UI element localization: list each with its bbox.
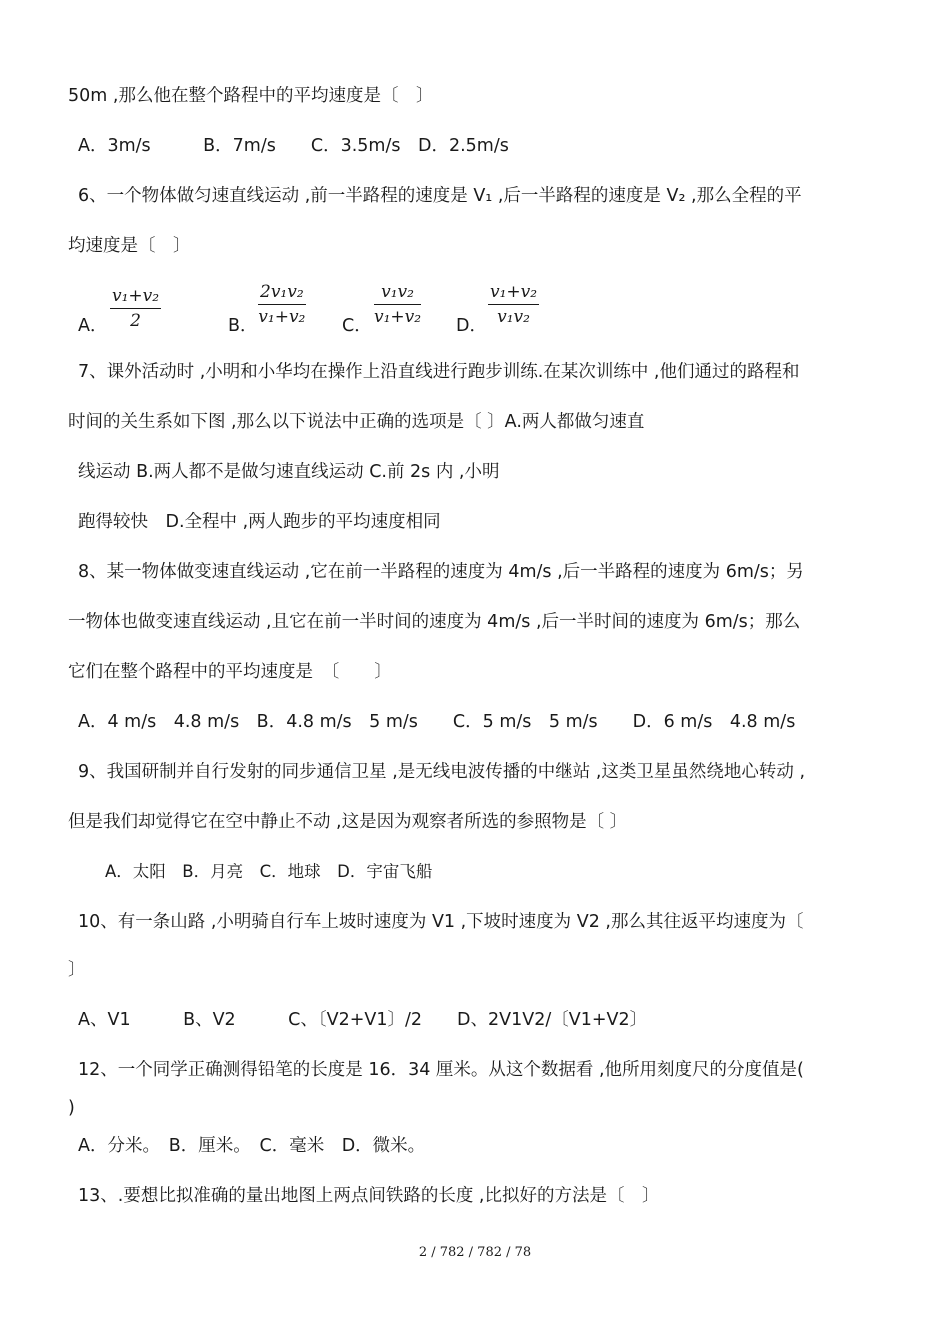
text-line: 跑得较快 D.全程中 ,两人跑步的平均速度相同: [78, 512, 441, 532]
option-c-fraction: [374, 280, 421, 329]
q12-options: A．分米。 B．厘米。 C．毫米 D．微米。: [78, 1136, 426, 1156]
text-line: 它们在整个路程中的平均速度是 〔 〕: [68, 662, 392, 682]
q5-options: A．3m/s B．7m/s C．3.5m/s D．2.5m/s: [78, 136, 509, 156]
question-13: 13、.要想比拟准确的量出地图上两点间铁路的长度 ,比拟好的方法是〔 〕: [78, 1186, 660, 1206]
text-line: 线运动 B.两人都不是做匀速直线运动 C.前 2s 内 ,小明: [78, 462, 500, 482]
option-d-label: D．: [456, 316, 487, 336]
q9-options: A．太阳 B．月亮 C．地球 D．宇宙飞船: [105, 862, 433, 881]
question-7: 7、课外活动时 ,小明和小华均在操作上沿直线进行跑步训练.在某次训练中 ,他们通过的路程和: [78, 362, 800, 382]
fraction-denominator: 2: [130, 311, 141, 331]
question-10: 10、有一条山路 ,小明骑自行车上坡时速度为 V1 ,下坡时速度为 V2 ,那么其往返平均速度为〔: [78, 912, 804, 932]
option-a-label: A．: [78, 316, 108, 336]
option-d-fraction: [488, 280, 539, 329]
option-b-label: B．: [228, 316, 258, 336]
fraction-numerator: v₁v₂: [374, 280, 421, 305]
option-a-fraction: [110, 284, 161, 333]
text-line: 〕: [68, 960, 86, 980]
fraction-numerator: v₁+v₂: [110, 284, 161, 309]
question-9: 9、我国研制并自行发射的同步通信卫星 ,是无线电波传播的中继站 ,这类卫星虽然绕地心转动 ,: [78, 762, 806, 782]
fraction-denominator: v₁v₂: [497, 307, 530, 327]
text-line: 均速度是〔 〕: [68, 236, 191, 256]
fraction-numerator: 2v₁v₂: [258, 280, 306, 305]
option-b-fraction: [258, 280, 306, 329]
text-line: ): [68, 1098, 75, 1118]
fraction-denominator: v₁+v₂: [258, 307, 306, 327]
q10-options: A、V1 B、V2 C、〔V2+V1〕/2 D、2V1V2/〔V1+V2〕: [78, 1010, 648, 1030]
text-line: 但是我们却觉得它在空中静止不动 ,这是因为观察者所选的参照物是〔 〕: [68, 812, 628, 832]
question-6: 6、一个物体做匀速直线运动 ,前一半路程的速度是 V₁ ,后一半路程的速度是 V₂ ,那么全程的平: [78, 186, 802, 206]
option-c-label: C．: [342, 316, 372, 336]
text-line: 50m ,那么他在整个路程中的平均速度是〔 〕: [68, 86, 434, 106]
page-number: 2 / 782 / 782 / 78: [418, 1245, 532, 1260]
fraction-numerator: v₁+v₂: [488, 280, 539, 305]
text-line: 时间的关生系如下图 ,那么以下说法中正确的选项是〔 〕A.两人都做匀速直: [68, 412, 645, 432]
fraction-denominator: v₁+v₂: [374, 307, 422, 327]
question-8: 8、某一物体做变速直线运动 ,它在前一半路程的速度为 4m/s ,后一半路程的速度为 6m/s；另: [78, 562, 804, 582]
text-line: 一物体也做变速直线运动 ,且它在前一半时间的速度为 4m/s ,后一半时间的速度为 6m/s；那么: [68, 612, 801, 632]
q8-options: A．4 m/s 4.8 m/s B．4.8 m/s 5 m/s C．5 m/s 5 m/s D．6 m/s 4.8 m/s: [78, 712, 796, 732]
question-12: 12、一个同学正确测得铅笔的长度是 16．34 厘米。从这个数据看 ,他所用刻度尺的分度值是(: [78, 1060, 804, 1080]
